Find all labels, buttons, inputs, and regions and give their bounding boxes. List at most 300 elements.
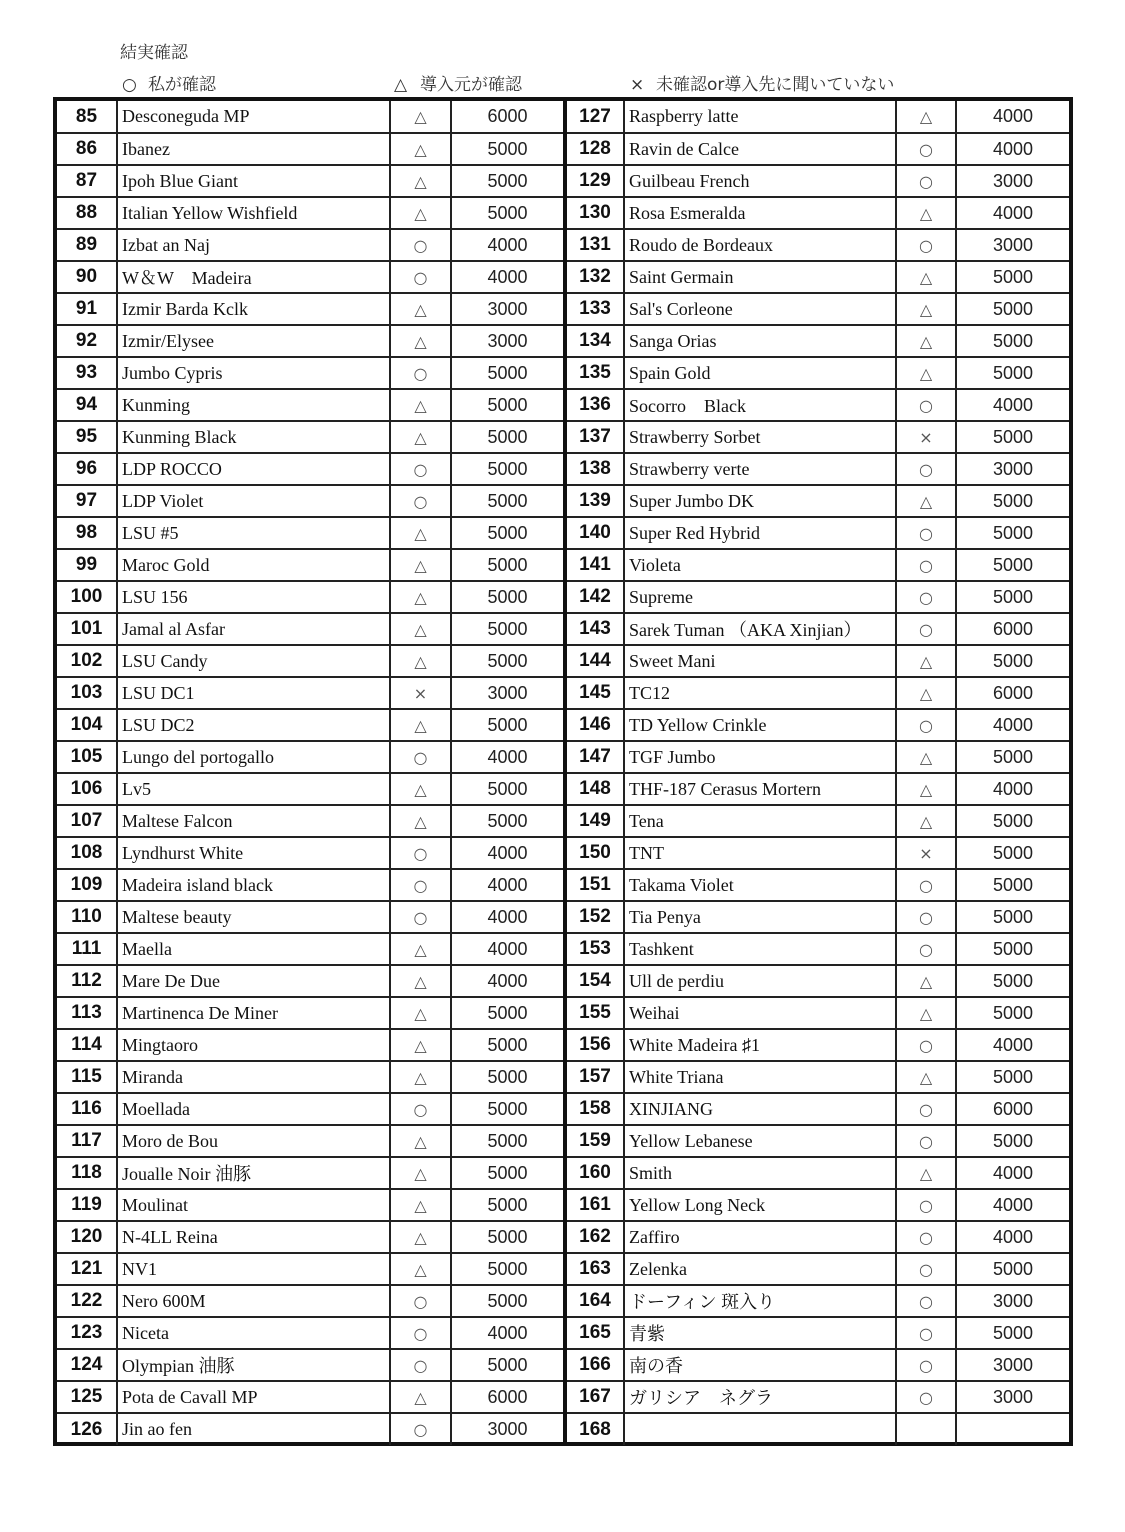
table-row xyxy=(567,1189,1069,1221)
price-cell: 4000 xyxy=(956,773,1069,805)
table-row xyxy=(57,389,563,421)
triangle-icon: △ xyxy=(390,517,451,549)
price-cell: 5000 xyxy=(451,1285,563,1317)
triangle-icon: △ xyxy=(394,75,408,95)
variety-name xyxy=(624,1413,896,1445)
table-row xyxy=(567,101,1069,133)
price-cell: 6000 xyxy=(956,613,1069,645)
price-cell: 5000 xyxy=(956,869,1069,901)
triangle-icon: △ xyxy=(390,549,451,581)
circle-icon: ○ xyxy=(390,1413,451,1445)
row-number: 149 xyxy=(567,805,624,837)
price-cell: 6000 xyxy=(451,101,563,133)
price-cell: 5000 xyxy=(451,1157,563,1189)
table-row xyxy=(57,261,563,293)
variety-name: Sanga Orias xyxy=(624,325,896,357)
variety-name: Izbat an Naj xyxy=(117,229,390,261)
table-row xyxy=(57,1061,563,1093)
variety-name: White Madeira ♯1 xyxy=(624,1029,896,1061)
circle-icon: ○ xyxy=(896,869,956,901)
triangle-icon: △ xyxy=(390,421,451,453)
price-cell: 5000 xyxy=(451,581,563,613)
table-row xyxy=(567,453,1069,485)
price-cell: 4000 xyxy=(956,389,1069,421)
variety-name: LDP ROCCO xyxy=(117,453,390,485)
price-cell: 5000 xyxy=(451,517,563,549)
row-number: 146 xyxy=(567,709,624,741)
variety-name: Strawberry verte xyxy=(624,453,896,485)
row-number: 94 xyxy=(57,389,117,421)
table-row xyxy=(567,997,1069,1029)
variety-name: Weihai xyxy=(624,997,896,1029)
triangle-icon: △ xyxy=(896,197,956,229)
row-number: 108 xyxy=(57,837,117,869)
circle-icon: ○ xyxy=(896,1285,956,1317)
price-cell: 5000 xyxy=(451,1349,563,1381)
table-row xyxy=(57,613,563,645)
variety-name: TNT xyxy=(624,837,896,869)
variety-name: TC12 xyxy=(624,677,896,709)
row-number: 123 xyxy=(57,1317,117,1349)
row-number: 105 xyxy=(57,741,117,773)
cross-icon: × xyxy=(896,837,956,869)
table-row xyxy=(57,549,563,581)
cross-icon: × xyxy=(896,421,956,453)
variety-name: Yellow Lebanese xyxy=(624,1125,896,1157)
row-number: 127 xyxy=(567,101,624,133)
table-row xyxy=(567,357,1069,389)
circle-icon: ○ xyxy=(390,1349,451,1381)
variety-name: W＆W Madeira xyxy=(117,261,390,293)
circle-icon: ○ xyxy=(896,1349,956,1381)
price-cell: 5000 xyxy=(956,293,1069,325)
variety-name: Mingtaoro xyxy=(117,1029,390,1061)
circle-icon: ○ xyxy=(896,1253,956,1285)
row-number: 122 xyxy=(57,1285,117,1317)
price-cell: 5000 xyxy=(956,517,1069,549)
variety-name: Italian Yellow Wishfield xyxy=(117,197,390,229)
triangle-icon: △ xyxy=(390,965,451,997)
variety-name: LSU 156 xyxy=(117,581,390,613)
row-number: 125 xyxy=(57,1381,117,1413)
price-cell: 4000 xyxy=(451,261,563,293)
variety-name: Socorro Black xyxy=(624,389,896,421)
variety-name: Mare De Due xyxy=(117,965,390,997)
variety-name: Sarek Tuman （AKA Xinjian） xyxy=(624,613,896,645)
circle-icon: ○ xyxy=(390,453,451,485)
circle-icon: ○ xyxy=(896,229,956,261)
circle-icon: ○ xyxy=(390,741,451,773)
triangle-icon: △ xyxy=(390,1189,451,1221)
table-row xyxy=(57,741,563,773)
triangle-icon: △ xyxy=(390,613,451,645)
circle-icon: ○ xyxy=(896,517,956,549)
circle-icon: ○ xyxy=(390,1317,451,1349)
circle-icon: ○ xyxy=(390,357,451,389)
table-row xyxy=(57,357,563,389)
price-cell: 5000 xyxy=(956,549,1069,581)
triangle-icon: △ xyxy=(896,293,956,325)
row-number: 98 xyxy=(57,517,117,549)
price-cell: 4000 xyxy=(451,741,563,773)
price-cell: 5000 xyxy=(956,741,1069,773)
price-cell: 5000 xyxy=(451,1029,563,1061)
table-row xyxy=(567,485,1069,517)
row-number: 156 xyxy=(567,1029,624,1061)
table-row xyxy=(567,165,1069,197)
variety-name: White Triana xyxy=(624,1061,896,1093)
row-number: 89 xyxy=(57,229,117,261)
table-right xyxy=(567,101,1069,1445)
price-cell: 4000 xyxy=(451,229,563,261)
variety-name: Smith xyxy=(624,1157,896,1189)
triangle-icon: △ xyxy=(896,677,956,709)
variety-name: Zaffiro xyxy=(624,1221,896,1253)
row-number: 136 xyxy=(567,389,624,421)
price-cell: 4000 xyxy=(451,869,563,901)
price-cell: 4000 xyxy=(451,837,563,869)
price-cell: 5000 xyxy=(956,645,1069,677)
table-row xyxy=(567,741,1069,773)
row-number: 86 xyxy=(57,133,117,165)
circle-icon: ○ xyxy=(896,1125,956,1157)
variety-name: Zelenka xyxy=(624,1253,896,1285)
table-row xyxy=(567,1125,1069,1157)
triangle-icon: △ xyxy=(896,805,956,837)
circle-icon: ○ xyxy=(896,581,956,613)
price-cell: 5000 xyxy=(451,613,563,645)
row-number: 101 xyxy=(57,613,117,645)
table-row xyxy=(567,1349,1069,1381)
circle-icon: ○ xyxy=(896,933,956,965)
variety-name: Niceta xyxy=(117,1317,390,1349)
price-cell: 5000 xyxy=(451,1061,563,1093)
circle-icon: ○ xyxy=(896,1381,956,1413)
table-row xyxy=(567,293,1069,325)
table-row xyxy=(567,645,1069,677)
row-number: 151 xyxy=(567,869,624,901)
price-cell: 5000 xyxy=(451,197,563,229)
triangle-icon: △ xyxy=(390,1381,451,1413)
triangle-icon: △ xyxy=(896,773,956,805)
table-row xyxy=(567,517,1069,549)
row-number: 140 xyxy=(567,517,624,549)
price-cell: 3000 xyxy=(956,1285,1069,1317)
circle-icon: ○ xyxy=(390,1285,451,1317)
circle-icon: ○ xyxy=(896,1221,956,1253)
price-cell: 5000 xyxy=(451,549,563,581)
row-number: 126 xyxy=(57,1413,117,1445)
triangle-icon: △ xyxy=(390,101,451,133)
variety-name: Nero 600M xyxy=(117,1285,390,1317)
table-row xyxy=(567,613,1069,645)
legend-label: 未確認or導入先に聞いていない xyxy=(656,75,895,95)
variety-name: Jin ao fen xyxy=(117,1413,390,1445)
table-row xyxy=(567,1285,1069,1317)
price-cell: 4000 xyxy=(451,933,563,965)
row-number: 162 xyxy=(567,1221,624,1253)
row-number: 112 xyxy=(57,965,117,997)
price-cell: 5000 xyxy=(956,1253,1069,1285)
table-row xyxy=(57,165,563,197)
row-number: 97 xyxy=(57,485,117,517)
variety-name: Lv5 xyxy=(117,773,390,805)
table-row xyxy=(567,1317,1069,1349)
circle-icon: ○ xyxy=(896,709,956,741)
table-row xyxy=(567,1413,1069,1445)
price-cell: 4000 xyxy=(956,101,1069,133)
table-row xyxy=(567,805,1069,837)
price-cell: 5000 xyxy=(956,1125,1069,1157)
price-cell: 6000 xyxy=(451,1381,563,1413)
price-cell: 5000 xyxy=(451,1093,563,1125)
variety-name: Jumbo Cypris xyxy=(117,357,390,389)
price-cell: 4000 xyxy=(956,197,1069,229)
table-row xyxy=(567,389,1069,421)
variety-name: Moro de Bou xyxy=(117,1125,390,1157)
price-cell: 5000 xyxy=(451,357,563,389)
legend-item-checked-by-me xyxy=(122,70,216,95)
row-number: 120 xyxy=(57,1221,117,1253)
row-number: 91 xyxy=(57,293,117,325)
table-row xyxy=(57,1317,563,1349)
table-row xyxy=(567,581,1069,613)
triangle-icon: △ xyxy=(390,293,451,325)
row-number: 116 xyxy=(57,1093,117,1125)
table-row xyxy=(567,933,1069,965)
variety-name: Moulinat xyxy=(117,1189,390,1221)
legend-item-unconfirmed xyxy=(630,70,894,95)
triangle-icon: △ xyxy=(390,709,451,741)
variety-table xyxy=(53,97,1073,1446)
price-cell: 5000 xyxy=(451,997,563,1029)
variety-name: Lungo del portogallo xyxy=(117,741,390,773)
variety-name: Tia Penya xyxy=(624,901,896,933)
row-number: 102 xyxy=(57,645,117,677)
triangle-icon: △ xyxy=(390,325,451,357)
circle-icon: ○ xyxy=(390,837,451,869)
table-row xyxy=(567,837,1069,869)
row-number: 164 xyxy=(567,1285,624,1317)
table-row xyxy=(57,581,563,613)
table-row xyxy=(57,677,563,709)
variety-name: Madeira island black xyxy=(117,869,390,901)
variety-name: Lyndhurst White xyxy=(117,837,390,869)
table-row xyxy=(567,1221,1069,1253)
variety-name: LSU Candy xyxy=(117,645,390,677)
price-cell: 5000 xyxy=(451,133,563,165)
triangle-icon: △ xyxy=(390,389,451,421)
row-number: 134 xyxy=(567,325,624,357)
table-row xyxy=(567,133,1069,165)
row-number: 114 xyxy=(57,1029,117,1061)
circle-icon: ○ xyxy=(896,613,956,645)
price-cell: 6000 xyxy=(956,1093,1069,1125)
variety-name: Supreme xyxy=(624,581,896,613)
price-cell: 5000 xyxy=(451,1189,563,1221)
row-number: 88 xyxy=(57,197,117,229)
variety-name: ドーフィン 斑入り xyxy=(624,1285,896,1317)
price-cell: 5000 xyxy=(451,389,563,421)
circle-icon: ○ xyxy=(122,75,137,95)
triangle-icon: △ xyxy=(896,645,956,677)
row-number: 150 xyxy=(567,837,624,869)
price-cell: 3000 xyxy=(956,1349,1069,1381)
price-cell: 5000 xyxy=(451,453,563,485)
variety-name: XINJIANG xyxy=(624,1093,896,1125)
table-row xyxy=(567,1093,1069,1125)
empty-mark-cell xyxy=(896,1413,956,1445)
table-row xyxy=(57,1381,563,1413)
table-row xyxy=(567,1157,1069,1189)
variety-name: Izmir/Elysee xyxy=(117,325,390,357)
variety-name: Ravin de Calce xyxy=(624,133,896,165)
table-row xyxy=(57,901,563,933)
triangle-icon: △ xyxy=(896,741,956,773)
row-number: 95 xyxy=(57,421,117,453)
variety-name: Sweet Mani xyxy=(624,645,896,677)
circle-icon: ○ xyxy=(896,549,956,581)
variety-name: Izmir Barda Kclk xyxy=(117,293,390,325)
row-number: 87 xyxy=(57,165,117,197)
variety-name: Tashkent xyxy=(624,933,896,965)
variety-name: Martinenca De Miner xyxy=(117,997,390,1029)
table-row xyxy=(567,261,1069,293)
price-cell: 5000 xyxy=(451,485,563,517)
table-row xyxy=(57,773,563,805)
price-cell: 3000 xyxy=(956,453,1069,485)
variety-name: Jamal al Asfar xyxy=(117,613,390,645)
price-cell: 3000 xyxy=(956,165,1069,197)
variety-name: Moellada xyxy=(117,1093,390,1125)
triangle-icon: △ xyxy=(896,101,956,133)
table-row xyxy=(567,421,1069,453)
table-right-column xyxy=(567,101,1069,1442)
variety-name: LSU DC1 xyxy=(117,677,390,709)
triangle-icon: △ xyxy=(390,1157,451,1189)
price-cell: 5000 xyxy=(956,485,1069,517)
table-row xyxy=(567,325,1069,357)
price-cell: 3000 xyxy=(451,325,563,357)
triangle-icon: △ xyxy=(390,805,451,837)
row-number: 141 xyxy=(567,549,624,581)
variety-name: Saint Germain xyxy=(624,261,896,293)
cross-icon: × xyxy=(390,677,451,709)
table-row xyxy=(57,1253,563,1285)
variety-name: Raspberry latte xyxy=(624,101,896,133)
variety-name: Super Red Hybrid xyxy=(624,517,896,549)
table-row xyxy=(567,773,1069,805)
row-number: 103 xyxy=(57,677,117,709)
row-number: 117 xyxy=(57,1125,117,1157)
triangle-icon: △ xyxy=(390,645,451,677)
variety-name: Miranda xyxy=(117,1061,390,1093)
price-cell: 5000 xyxy=(451,1253,563,1285)
cross-icon: × xyxy=(630,75,645,95)
variety-name: Spain Gold xyxy=(624,357,896,389)
triangle-icon: △ xyxy=(896,1061,956,1093)
row-number: 163 xyxy=(567,1253,624,1285)
row-number: 135 xyxy=(567,357,624,389)
price-cell: 4000 xyxy=(956,1189,1069,1221)
triangle-icon: △ xyxy=(390,1253,451,1285)
row-number: 132 xyxy=(567,261,624,293)
table-row xyxy=(57,1093,563,1125)
row-number: 104 xyxy=(57,709,117,741)
triangle-icon: △ xyxy=(390,773,451,805)
table-row xyxy=(567,1061,1069,1093)
legend-item-checked-by-source xyxy=(394,70,522,95)
row-number: 121 xyxy=(57,1253,117,1285)
variety-name: Maltese Falcon xyxy=(117,805,390,837)
circle-icon: ○ xyxy=(896,1317,956,1349)
row-number: 110 xyxy=(57,901,117,933)
row-number: 155 xyxy=(567,997,624,1029)
circle-icon: ○ xyxy=(896,1093,956,1125)
price-cell: 5000 xyxy=(956,901,1069,933)
variety-name: LSU #5 xyxy=(117,517,390,549)
table-row xyxy=(57,325,563,357)
variety-name: Joualle Noir 油豚 xyxy=(117,1157,390,1189)
table-row xyxy=(57,229,563,261)
row-number: 153 xyxy=(567,933,624,965)
table-row xyxy=(57,1413,563,1445)
table-left-column xyxy=(57,101,567,1442)
price-cell: 5000 xyxy=(451,1125,563,1157)
table-row xyxy=(57,837,563,869)
variety-name: LSU DC2 xyxy=(117,709,390,741)
price-cell: 4000 xyxy=(451,901,563,933)
triangle-icon: △ xyxy=(390,581,451,613)
variety-name: Violeta xyxy=(624,549,896,581)
row-number: 118 xyxy=(57,1157,117,1189)
variety-name: Ipoh Blue Giant xyxy=(117,165,390,197)
table-row xyxy=(567,869,1069,901)
price-cell: 3000 xyxy=(451,677,563,709)
table-row xyxy=(57,965,563,997)
table-row xyxy=(567,197,1069,229)
circle-icon: ○ xyxy=(896,133,956,165)
triangle-icon: △ xyxy=(896,997,956,1029)
row-number: 90 xyxy=(57,261,117,293)
price-cell: 5000 xyxy=(956,261,1069,293)
variety-name: Takama Violet xyxy=(624,869,896,901)
row-number: 128 xyxy=(567,133,624,165)
row-number: 139 xyxy=(567,485,624,517)
variety-name: Pota de Cavall MP xyxy=(117,1381,390,1413)
table-row xyxy=(57,1349,563,1381)
table-row xyxy=(57,997,563,1029)
variety-name: Ibanez xyxy=(117,133,390,165)
row-number: 107 xyxy=(57,805,117,837)
circle-icon: ○ xyxy=(896,1189,956,1221)
price-cell: 5000 xyxy=(451,645,563,677)
row-number: 143 xyxy=(567,613,624,645)
price-cell: 5000 xyxy=(956,997,1069,1029)
price-cell: 5000 xyxy=(956,805,1069,837)
triangle-icon: △ xyxy=(896,261,956,293)
price-cell: 5000 xyxy=(451,709,563,741)
variety-name: 南の香 xyxy=(624,1349,896,1381)
triangle-icon: △ xyxy=(390,165,451,197)
variety-name: N-4LL Reina xyxy=(117,1221,390,1253)
row-number: 152 xyxy=(567,901,624,933)
circle-icon: ○ xyxy=(896,389,956,421)
price-cell: 3000 xyxy=(451,293,563,325)
table-row xyxy=(57,709,563,741)
table-row xyxy=(567,1253,1069,1285)
price-cell: 4000 xyxy=(956,133,1069,165)
